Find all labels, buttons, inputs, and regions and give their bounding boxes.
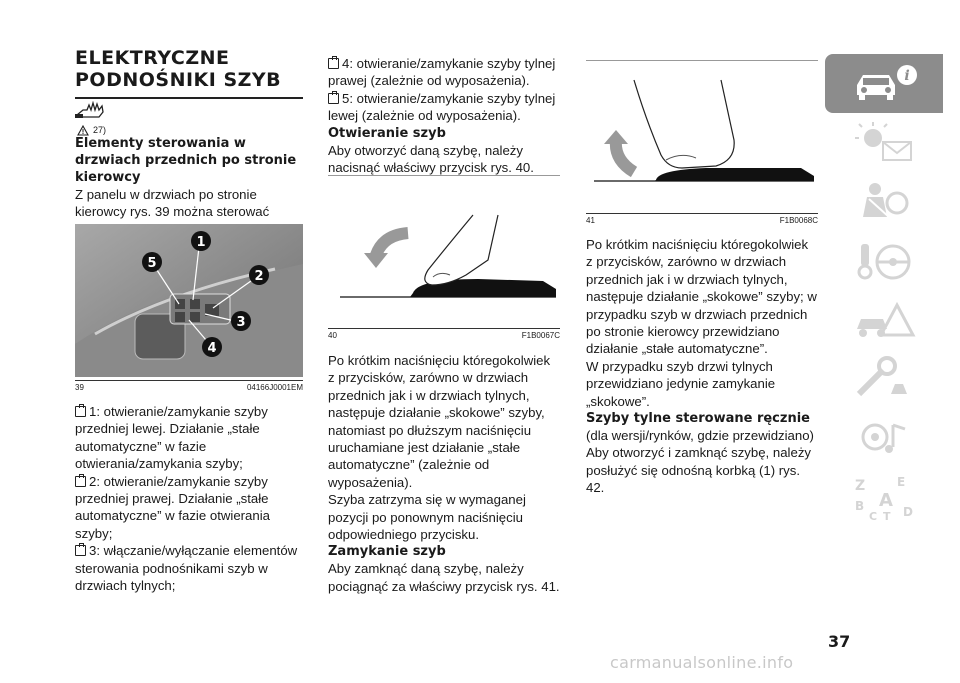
tab-multimedia[interactable]: [825, 408, 943, 467]
index-letter: B: [855, 498, 865, 513]
tab-index[interactable]: [825, 467, 943, 526]
figure-40-press-button: [328, 175, 560, 325]
manual-note: (dla wersji/rynków, gdzie przewidziano): [586, 428, 814, 444]
callout-2-label: 2: [254, 269, 264, 284]
tab-car-info[interactable]: [825, 54, 943, 113]
heading-opening: Otwieranie szyb: [328, 125, 446, 141]
heading-manual-windows: Szyby tylne sterowane ręcznie: [586, 411, 810, 427]
switch-icon: [75, 545, 86, 556]
key-steering-icon: [849, 236, 919, 286]
paragraph: Po krótkim naciśnięciu któregokolwiek z przycisków, zarówno w drzwiach przednich jak i w drzwiach tylnych, następuje działanie „skokowe” szyby, natomiast po dłuższym naciśnięciu uruchamiane jest działanie „stałe automatyczne” (zależnie od wyposażenia).: [328, 353, 551, 490]
callout-5-label: 5: [147, 256, 157, 271]
manual-text: Aby otworzyć i zamknąć szybę, należy posłużyć się odnośną korbką (1) rys. 42.: [586, 445, 812, 496]
paragraph: Po krótkim naciśnięciu któregokolwiek z przycisków, zarówno w drzwiach przednich jak i w drzwiach tylnych, następuje działanie „skokowe” szyby; w przypadku szyb w drzwiach przednich po stronie kierowcy przewidziano działanie „stałe automatyczne”.: [586, 237, 817, 357]
list-item: 3: włączanie/wyłączanie elementów sterowania podnośnikami szyb w drzwiach tylnych;: [75, 543, 298, 594]
switch-icon: [75, 406, 86, 417]
airbag-safety-icon: [849, 177, 919, 227]
figure-40-caption: [328, 328, 560, 341]
index-letters-icon: [849, 472, 919, 522]
index-letter: Z: [855, 477, 866, 494]
col3-body: [586, 236, 818, 497]
tab-emergency[interactable]: [825, 290, 943, 349]
figure-number: 40: [328, 331, 337, 340]
tab-lights-messages[interactable]: [825, 113, 943, 172]
tab-starting-driving[interactable]: [825, 231, 943, 290]
figure-code: 04166J0001EM: [246, 383, 303, 392]
col1-intro: [75, 135, 303, 238]
index-letter: T: [883, 509, 891, 522]
figure-number: 41: [586, 216, 595, 225]
callout-3-label: 3: [236, 315, 246, 330]
list-item: 2: otwieranie/zamykanie szyby przedniej prawej. Działanie „stałe automatyczne” w fazie otwierania szyby;: [75, 473, 270, 541]
manual-hand-icon: [75, 101, 115, 119]
multimedia-icon: [849, 413, 919, 463]
lights-message-icon: [849, 118, 919, 168]
index-letter: C: [869, 509, 878, 522]
figure-code: F1B0068C: [779, 216, 818, 225]
figure-39-caption: [75, 380, 303, 393]
figure-41-caption: [586, 213, 818, 226]
figure-41-pull-button: [586, 60, 818, 210]
index-letter: A: [879, 489, 893, 511]
page-number: 37: [828, 632, 851, 651]
col2-body: [328, 352, 560, 595]
chapter-tabs: [825, 54, 943, 526]
callout-1-label: 1: [196, 235, 206, 250]
paragraph: Szyba zatrzyma się w wymaganej pozycji po ponownym naciśnięciu odpowiedniego przycisku.: [328, 492, 526, 543]
wrench-service-icon: [849, 354, 919, 404]
tab-maintenance[interactable]: [825, 349, 943, 408]
svg-text:i: i: [904, 67, 910, 84]
index-letter: D: [903, 504, 913, 519]
figure-39-door-panel: [75, 224, 303, 377]
col1-list: [75, 403, 303, 594]
switch-icon: [328, 93, 339, 104]
heading-driver-controls: Elementy sterowania w drzwiach przednich po stronie kierowcy: [75, 136, 297, 185]
col2-top: [328, 55, 560, 176]
heading-closing: Zamykanie szyb: [328, 544, 446, 560]
list-item: 5: otwieranie/zamykanie szyby tylnej lewej (zależnie od wyposażenia).: [328, 90, 556, 124]
paragraph: W przypadku szyb drzwi tylnych przewidziano jedynie zamykanie „skokowe”.: [586, 358, 776, 409]
intro-text: Z panelu w drzwiach po stronie kierowcy rys. 39 można sterować: [75, 187, 270, 220]
callout-4-label: 4: [207, 341, 217, 356]
switch-icon: [75, 476, 86, 487]
watermark: carmanualsonline.info: [610, 653, 794, 672]
list-item: 1: otwieranie/zamykanie szyby przedniej lewej. Działanie „stałe automatyczne” w fazie otwierania/zamykania szyby;: [75, 404, 268, 472]
switch-icon: [328, 58, 339, 69]
list-item: 4: otwieranie/zamykanie szyby tylnej prawej (zależnie od wyposażenia).: [328, 56, 556, 89]
closing-text: Aby zamknąć daną szybę, należy pociągnąć za właściwy przycisk rys. 41.: [328, 561, 560, 594]
warning-ref-text: 27): [93, 125, 107, 135]
car-info-icon: [849, 59, 919, 109]
warning-triangle-icon: [77, 125, 89, 136]
tab-safety[interactable]: [825, 172, 943, 231]
figure-code: F1B0067C: [521, 331, 560, 340]
index-letter: E: [897, 474, 906, 489]
section-title: ELEKTRYCZNE PODNOŚNIKI SZYB: [75, 47, 303, 99]
opening-text: Aby otworzyć daną szybę, należy nacisnąć właściwy przycisk rys. 40.: [328, 142, 534, 176]
figure-number: 39: [75, 383, 84, 392]
warning-breakdown-icon: [849, 295, 919, 345]
